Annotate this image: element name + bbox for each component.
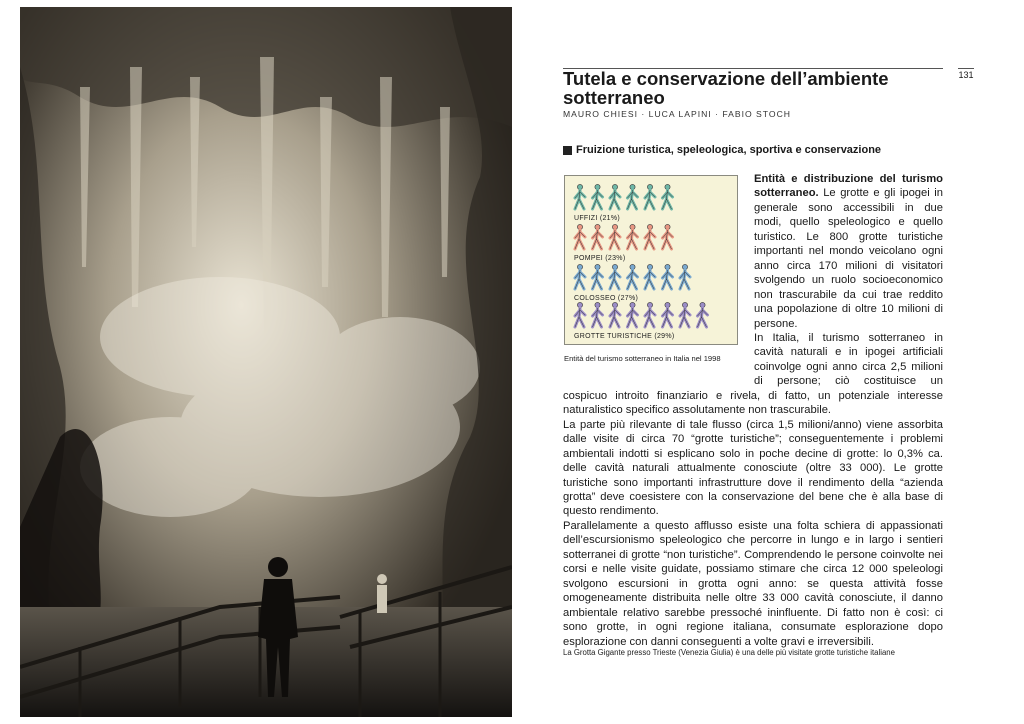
- category-label: COLOSSEO (27%): [574, 295, 639, 302]
- category-label: UFFIZI (21%): [574, 215, 620, 222]
- category-label: GROTTE TURISTICHE (29%): [574, 333, 675, 340]
- section-heading-text: Fruizione turistica, speleologica, sportiva e conservazione: [576, 144, 882, 156]
- paragraph-1-lead: Entità e distribuzione del turismo sotterraneo.: [754, 173, 943, 200]
- paragraph-2: In Italia, il turismo sotterraneo in cavità naturali e in ipogei artificiali coinvolge ogni anno circa 2,5 milioni di persone; ciò costituisce un cospicuo introito finanziario e rivela, di fatto, un potenziale interesse naturalistico specifico assolutamente non trascurabile.: [563, 331, 943, 417]
- photo-caption: La Grotta Gigante presso Trieste (Venezia Giulia) è una delle più visitate grotte turistiche italiane: [563, 648, 895, 657]
- cave-photo-illustration: [20, 7, 512, 717]
- page-number: 131: [958, 70, 974, 80]
- figure-caption: Entità del turismo sotterraneo in Italia nel 1998: [564, 354, 721, 363]
- body-text: [563, 172, 943, 649]
- article-title: Tutela e conservazione dell’ambiente sotterraneo: [563, 68, 889, 108]
- article-authors: MAURO CHIESI · LUCA LAPINI · FABIO STOCH: [563, 109, 791, 119]
- cave-photo: [20, 7, 512, 717]
- figure-spacer: [563, 172, 754, 388]
- category-label: POMPEI (23%): [574, 255, 626, 262]
- paragraph-4: Parallelamente a questo afflusso esiste una folta schiera di appassionati dell’escursionismo speleologico che percorre in lungo e in largo i sentieri sotterranei di grotte “non turistiche”. Comprendendo le persone coinvolte nei corsi e nelle visite guidate, possiamo stimare che circa 12 000 speleologi svolgono escursioni in grotta ogni anno: se questa attività fosse omogeneamente distribuita nelle oltre 33 000 cavità conosciute, il danno ambientale relativo sarebbe pressoché ininfluente. Di fatto non è così: ci sono grotte, in ogni regione italiana, consumate esplorazione dopo esplorazione con danni conseguenti a volte gravi e irreversibili.: [563, 519, 943, 648]
- paragraph-3: La parte più rilevante di tale flusso (circa 1,5 milioni/anno) viene assorbita dalle visite di circa 70 “grotte turistiche”; conseguentemente i problemi ambientali indotti si esplicano solo in poche decine di grotte: lo 0,3% ca. delle cavità naturali attualmente conosciute (oltre 33 000). Le grotte turistiche sono importanti infrastrutture dove il rendimento della “azienda grotta” deve coesistere con la conservazione del bene che è alla base di questo rendimento.: [563, 418, 943, 518]
- square-bullet-icon: [563, 146, 572, 155]
- paragraph-1-text: Le grotte e gli ipogei in generale sono accessibili in due modi, quello speleologico e quello turistico. Le 800 grotte turistiche importanti nel mondo veicolano ogni anno circa 170 milioni di visitatori svolgendo un ruolo socioeconomico non trascurabile da cui trae reddito una popolazione di oltre 10 milioni di persone.: [754, 187, 943, 330]
- section-heading: [563, 144, 881, 156]
